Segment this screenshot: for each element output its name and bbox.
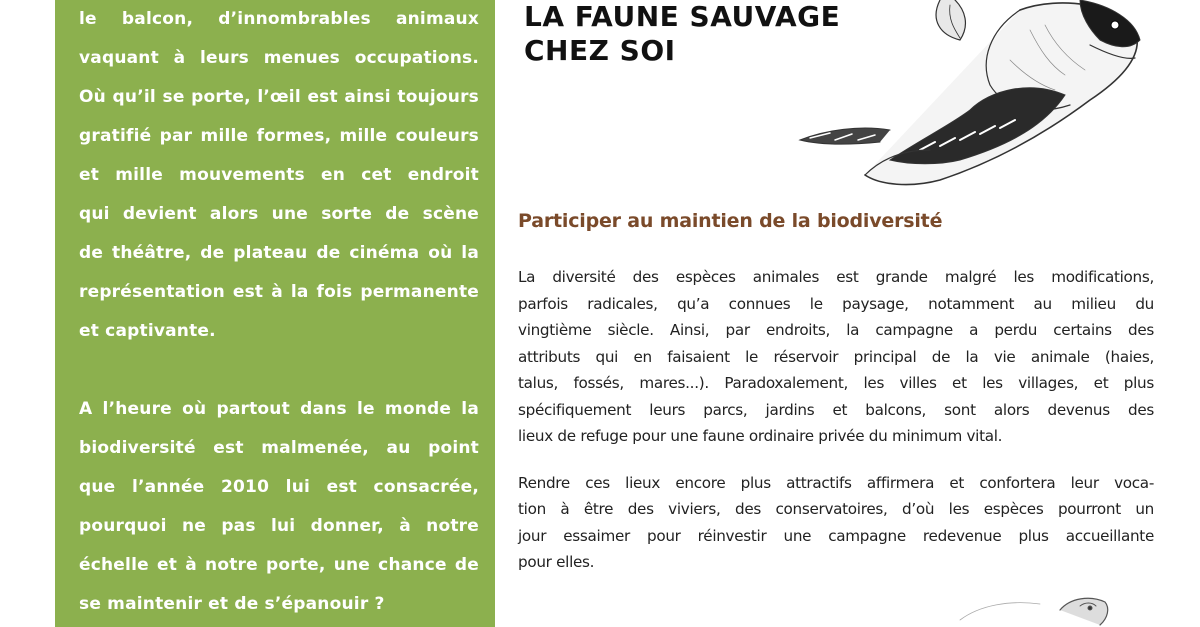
woodpecker-illustration [790,0,1150,190]
text-line: biodiversité est malmenée, au point [79,438,479,458]
sidebar-text [79,0,479,624]
sidebar-paragraph-2 [79,390,479,624]
text-line: talus, fossés, mares...). Paradoxalement, les villes et les villages, et plus [518,374,1154,392]
body-paragraph-2 [518,470,1154,576]
text-line: de théâtre, de plateau de cinéma où la [79,243,479,263]
sidebar-paragraph-1 [79,0,479,351]
small-bird-illustration [940,590,1140,627]
sidebar-panel [55,0,495,627]
text-line: Rendre ces lieux encore plus attractifs affirmera et confortera leur voca- [518,473,1154,492]
text-line: que l’année 2010 lui est consacrée, [79,477,479,497]
paragraph-gap [79,351,479,390]
text-line: vingtième siècle. Ainsi, par endroits, la campagne a perdu certains des [518,321,1154,339]
text-line: lieux de refuge pour une faune ordinaire privée du minimum vital. [518,427,1003,445]
text-line: se maintenir et de s’épanouir ? [79,594,385,614]
text-line: vaquant à leurs menues occupations. [79,48,479,68]
text-line: échelle et à notre porte, une chance de [79,555,479,575]
text-line: pour elles. [518,553,595,571]
text-line: et captivante. [79,321,216,341]
text-line: La diversité des espèces animales est grande malgré les modifications, [518,268,1154,286]
paragraph-gap [518,450,1154,470]
body-paragraph-1 [518,264,1154,450]
section-body [518,264,1154,576]
text-line: qui devient alors une sorte de scène [79,204,479,224]
text-line: pourquoi ne pas lui donner, à notre [79,516,479,536]
title-line: LA FAUNE SAUVAGE [524,0,841,33]
title-line: CHEZ SOI [524,34,676,67]
text-line: parfois radicales, qu’a connues le paysage, notamment au milieu du [518,294,1154,313]
text-line: A l’heure où partout dans le monde la [79,399,479,419]
text-line: attributs qui en faisaient le réservoir principal de la vie animale (haies, [518,347,1154,366]
text-line: gratifié par mille formes, mille couleurs [79,126,479,146]
text-line: et mille mouvements en cet endroit [79,165,479,185]
text-line: tion à être des viviers, des conservatoires, d’où les espèces pourront un [518,500,1154,518]
text-line: représentation est à la fois permanente [79,282,479,302]
text-line: le balcon, d’innombrables animaux [79,9,479,29]
text-line: spécifiquement leurs parcs, jardins et balcons, sont alors devenus des [518,400,1154,419]
section-heading: Participer au maintien de la biodiversité [518,210,943,232]
text-line: jour essaimer pour réinvestir une campagne redevenue plus accueillante [518,526,1154,545]
text-line: Où qu’il se porte, l’œil est ainsi toujours [79,87,479,107]
